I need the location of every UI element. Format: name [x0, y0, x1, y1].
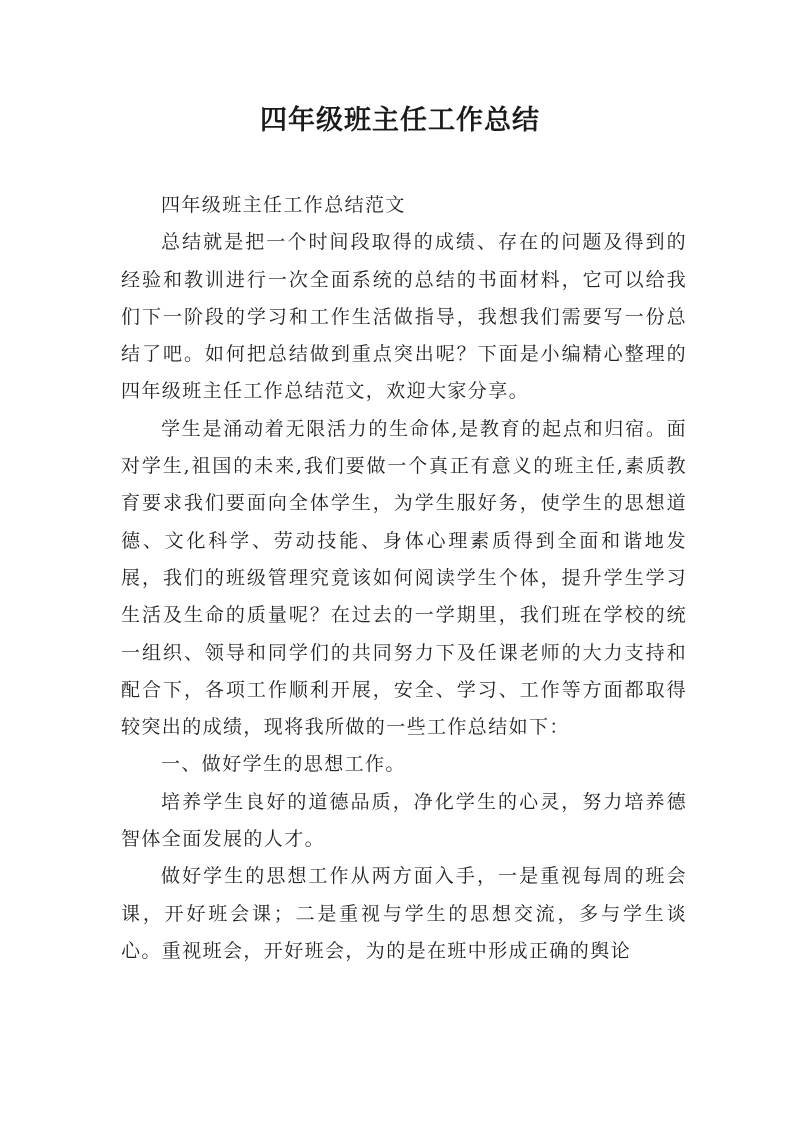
paragraph-background: 学生是涌动着无限活力的生命体,是教育的起点和归宿。面对学生,祖国的未来,我们要做一个真正有意义的班主任,素质教育要求我们要面向全体学生，为学生服好务，使学生的思想道德、文化科学、劳动技能、身体心理素质得到全面和谐地发展，我们的班级管理究竟该如何阅读学生个体，提升学生学习生活及生命的质量呢？在过去的一学期里，我们班在学校的统一组织、领导和同学们的共同努力下及任课老师的大力支持和配合下，各项工作顺利开展，安全、学习、工作等方面都取得较突出的成绩，现将我所做的一些工作总结如下： [121, 417, 687, 739]
paragraph-method: 做好学生的思想工作从两方面入手，一是重视每周的班会课，开好班会课；二是重视与学生的思想交流，多与学生谈心。重视班会，开好班会，为的是在班中形成正确的舆论 [121, 865, 687, 962]
section-heading-1: 一、做好学生的思想工作。 [161, 753, 406, 776]
paragraph-intro: 总结就是把一个时间段取得的成绩、存在的问题及得到的经验和教训进行一次全面系统的总结的书面材料，它可以给我们下一阶段的学习和工作生活做指导，我想我们需要写一份总结了吧。如何把总结做到重点突出呢？下面是小编精心整理的四年级班主任工作总结范文，欢迎大家分享。 [121, 231, 687, 403]
document-title: 四年级班主任工作总结 [260, 105, 540, 136]
paragraph-subtitle: 四年级班主任工作总结范文 [161, 194, 406, 216]
document-body [121, 187, 687, 970]
paragraph-goal: 培养学生良好的道德品质，净化学生的心灵，努力培养德智体全面发展的人才。 [121, 790, 687, 851]
